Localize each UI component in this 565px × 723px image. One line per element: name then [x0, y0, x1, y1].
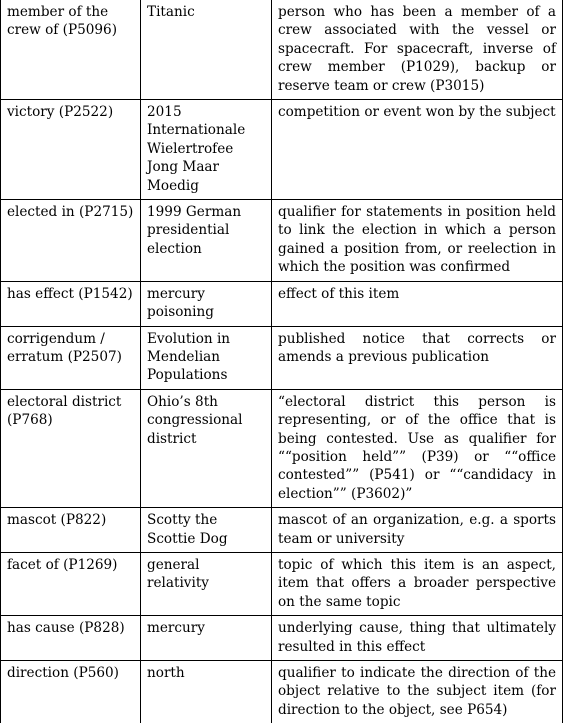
description-cell: qualifier for statements in position held to link the election in which a person gained a position from, or reelection in which the position was confirmed — [272, 200, 563, 282]
property-cell: victory (P2522) — [1, 100, 141, 200]
example-cell: 2015 Internationale Wielertrofee Jong Maar Moedig — [141, 100, 272, 200]
property-cell: corrigendum / erratum (P2507) — [1, 326, 141, 389]
description-cell: competition or event won by the subject — [272, 100, 563, 200]
table-row — [1, 326, 563, 389]
table-row — [1, 616, 563, 661]
example-cell: Titanic — [141, 0, 272, 100]
example-cell: 1999 German presidential election — [141, 200, 272, 282]
description-cell: “electoral district this person is representing, or of the office that is being contested. Use as qualifier for ““position held”” (P39) or ““office contested”” (P541) or ““candidacy in election”” (P3602)” — [272, 389, 563, 507]
example-cell: Evolution in Mendelian Populations — [141, 326, 272, 389]
table-body — [1, 0, 563, 723]
description-cell: effect of this item — [272, 281, 563, 326]
example-cell: mercury — [141, 616, 272, 661]
description-cell: topic of which this item is an aspect, item that offers a broader perspective on the same topic — [272, 552, 563, 615]
table-row — [1, 389, 563, 507]
table-row — [1, 552, 563, 615]
example-cell: north — [141, 661, 272, 723]
property-cell: has effect (P1542) — [1, 281, 141, 326]
description-cell: person who has been a member of a crew associated with the vessel or spacecraft. For spacecraft, inverse of crew member (P1029), backup or reserve team or crew (P3015) — [272, 0, 563, 100]
description-cell: qualifier to indicate the direction of the object relative to the subject item (for direction to the object, see P654) — [272, 661, 563, 723]
property-cell: elected in (P2715) — [1, 200, 141, 282]
description-cell: mascot of an organization, e.g. a sports team or university — [272, 508, 563, 553]
property-cell: member of the crew of (P5096) — [1, 0, 141, 100]
property-cell: mascot (P822) — [1, 508, 141, 553]
table-row — [1, 0, 563, 100]
table-row — [1, 200, 563, 282]
example-cell: Scotty the Scottie Dog — [141, 508, 272, 553]
property-cell: has cause (P828) — [1, 616, 141, 661]
example-cell: Ohio’s 8th congressional district — [141, 389, 272, 507]
table-row — [1, 281, 563, 326]
description-cell: published notice that corrects or amends a previous publication — [272, 326, 563, 389]
property-cell: facet of (P1269) — [1, 552, 141, 615]
table-row — [1, 661, 563, 723]
example-cell: general relativity — [141, 552, 272, 615]
description-cell: underlying cause, thing that ultimately resulted in this effect — [272, 616, 563, 661]
property-cell: electoral district (P768) — [1, 389, 141, 507]
example-cell: mercury poisoning — [141, 281, 272, 326]
table-row — [1, 508, 563, 553]
table-row — [1, 100, 563, 200]
property-cell: direction (P560) — [1, 661, 141, 723]
